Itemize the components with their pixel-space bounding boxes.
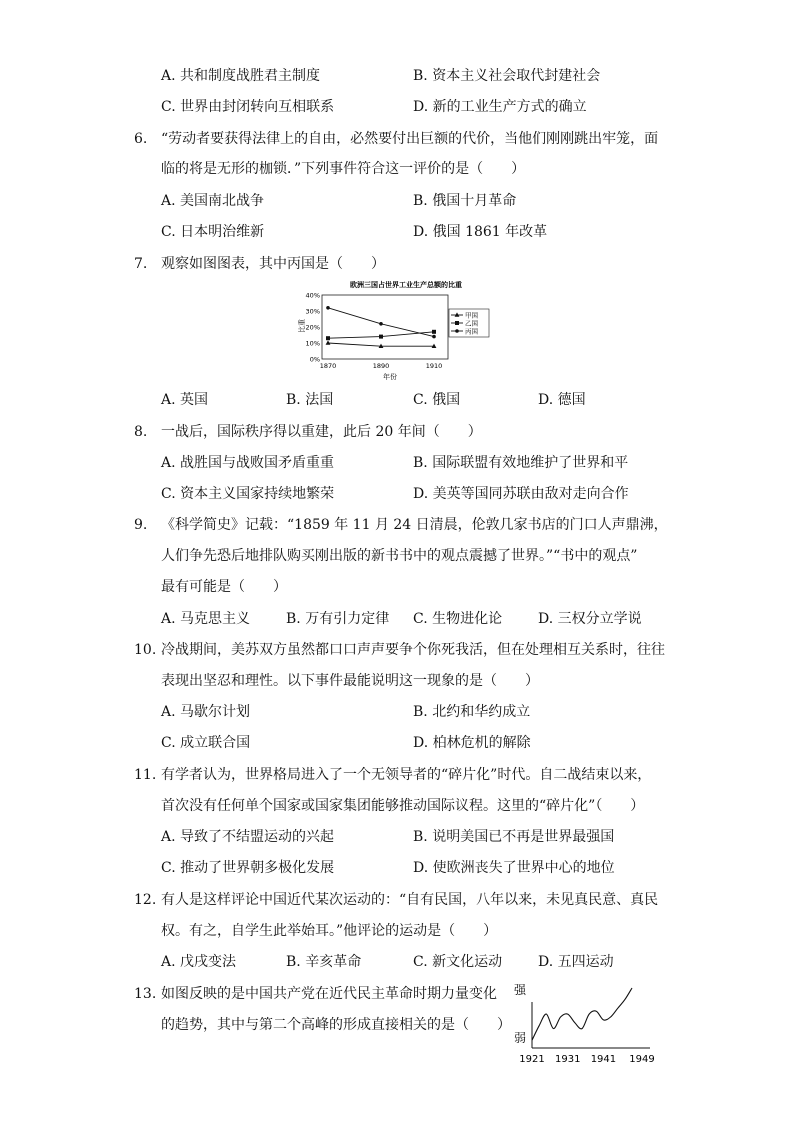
q7-option-a: A. 英国 bbox=[161, 392, 209, 408]
q6-option-d: D. 俄国 1861 年改革 bbox=[413, 224, 548, 240]
chart1-xtick-label: 1910 bbox=[425, 362, 443, 370]
q7-option-c: C. 俄国 bbox=[413, 392, 461, 408]
q5-option-b: B. 资本主义社会取代封建社会 bbox=[413, 68, 601, 84]
q10-stem-line1: 冷战期间，美苏双方虽然都口口声声要争个你死我活，但在处理相互关系时，往往 bbox=[161, 642, 665, 658]
q11-number: 11. bbox=[134, 767, 157, 783]
q11-stem-line1: 有学者认为，世界格局进入了一个无领导者的“碎片化”时代。自二战结束以来， bbox=[161, 767, 652, 783]
q12-option-a: A. 戊戌变法 bbox=[161, 954, 237, 970]
q10-option-b: B. 北约和华约成立 bbox=[413, 704, 531, 720]
q6-stem-line1: “劳动者要获得法律上的自由，必然要付出巨额的代价，当他们刚刚跳出牢笼，面 bbox=[161, 131, 659, 147]
chart1-ytick-label: 40% bbox=[305, 291, 320, 300]
q12-stem-line1: 有人是这样评论中国近代某次运动的：“自有民国，八年以来，未见真民意、真民 bbox=[161, 892, 659, 908]
chart1-title: 欧洲三国占世界工业生产总额的比重 bbox=[350, 281, 462, 289]
chart1-point bbox=[326, 340, 331, 344]
q9-stem-line2: 人们争先恐后地排队购买刚出版的新书书中的观点震撼了世界。”“书中的观点” bbox=[161, 548, 638, 564]
chart1-legend-label: 丙国 bbox=[465, 327, 478, 336]
chart2-xtick-label: 1921 bbox=[519, 1054, 545, 1065]
q13-number: 13. bbox=[134, 986, 157, 1002]
q8-stem: 一战后，国际秩序得以重建，此后 20 年间（ ） bbox=[161, 424, 482, 440]
q9-option-c: C. 生物进化论 bbox=[413, 611, 503, 627]
q9-option-b: B. 万有引力定律 bbox=[286, 611, 390, 627]
q9-number: 9. bbox=[134, 517, 148, 533]
q10-stem-line2: 表现出坚忍和理性。以下事件最能说明这一现象的是（ ） bbox=[161, 673, 539, 689]
q11-option-c: C. 推动了世界朝多极化发展 bbox=[161, 860, 335, 876]
chart2-ylabel-top: 强 bbox=[514, 983, 527, 997]
chart1-point bbox=[455, 329, 459, 333]
chart2-axes bbox=[519, 1002, 654, 1065]
q6-option-b: B. 俄国十月革命 bbox=[413, 193, 517, 209]
q7-number: 7. bbox=[134, 256, 148, 272]
chart1-ytick-label: 30% bbox=[305, 307, 320, 316]
q12-stem-line2: 权。有之，自学生此举始耳。”他评论的运动是（ ） bbox=[161, 923, 498, 939]
q8-option-a: A. 战胜国与战败国矛盾重重 bbox=[161, 455, 335, 471]
chart1-point bbox=[379, 335, 383, 339]
q9-stem-line3: 最有可能是（ ） bbox=[161, 579, 287, 595]
q11-option-d: D. 使欧洲丧失了世界中心的地位 bbox=[413, 860, 615, 876]
q6-option-c: C. 日本明治维新 bbox=[161, 224, 265, 240]
q5-option-c: C. 世界由封闭转向互相联系 bbox=[161, 99, 335, 115]
q6-option-a: A. 美国南北战争 bbox=[161, 193, 265, 209]
q13-stem-line1: 如图反映的是中国共产党在近代民主革命时期力量变化 bbox=[161, 986, 497, 1002]
q12-option-c: C. 新文化运动 bbox=[413, 954, 503, 970]
q13-stem-line2: 的趋势，其中与第二个高峰的形成直接相关的是（ ） bbox=[161, 1017, 511, 1033]
q8-option-d: D. 美英等国同苏联由敌对走向合作 bbox=[413, 486, 629, 502]
chart2-xtick-label: 1941 bbox=[590, 1054, 617, 1065]
chart1-point bbox=[326, 306, 330, 310]
chart1-ytick-label: 0% bbox=[309, 355, 320, 364]
q12-number: 12. bbox=[134, 892, 157, 908]
q6-stem-line2: 临的将是无形的枷锁．”下列事件符合这一评价的是（ ） bbox=[161, 161, 526, 177]
chart1-xtick-label: 1870 bbox=[319, 362, 337, 370]
chart1-ytick-label: 10% bbox=[305, 339, 320, 348]
q10-option-c: C. 成立联合国 bbox=[161, 735, 251, 751]
q9-stem-line1: 《科学简史》记载：“1859 年 11 月 24 日清晨，伦敦几家书店的门口人声鼎沸， bbox=[161, 517, 668, 533]
chart1-axes bbox=[306, 291, 448, 370]
chart1-point bbox=[379, 322, 383, 326]
q11-option-a: A. 导致了不结盟运动的兴起 bbox=[161, 829, 335, 845]
chart2-strength-line bbox=[532, 988, 632, 1040]
chart2-ylabel-bottom: 弱 bbox=[514, 1031, 527, 1045]
q10-option-a: A. 马歇尔计划 bbox=[161, 704, 251, 720]
chart2-xtick-label: 1949 bbox=[629, 1054, 655, 1065]
q11-stem-line2: 首次没有任何单个国家或国家集团能够推动国际议程。这里的“碎片化”（ ） bbox=[161, 798, 645, 814]
chart2-xtick-label: 1931 bbox=[554, 1054, 581, 1065]
q8-number: 8. bbox=[134, 424, 148, 440]
q7-stem: 观察如图图表，其中丙国是（ ） bbox=[161, 256, 385, 272]
q12-option-b: B. 辛亥革命 bbox=[286, 954, 362, 970]
chart2-curve bbox=[532, 988, 632, 1040]
q5-option-a: A. 共和制度战胜君主制度 bbox=[161, 68, 321, 84]
chart1-legend-label: 甲国 bbox=[465, 311, 478, 320]
chart1-point bbox=[432, 330, 436, 334]
q9-option-d: D. 三权分立学说 bbox=[538, 611, 642, 627]
chart1-xtick-label: 1890 bbox=[372, 362, 390, 370]
chart1-point bbox=[326, 336, 330, 340]
q12-option-d: D. 五四运动 bbox=[538, 954, 614, 970]
chart1-legend bbox=[449, 309, 489, 337]
q11-option-b: B. 说明美国已不再是世界最强国 bbox=[413, 829, 615, 845]
chart1-point bbox=[455, 321, 459, 325]
q10-number: 10. bbox=[134, 642, 157, 658]
chart1-ytick-label: 20% bbox=[305, 323, 320, 332]
q5-option-d: D. 新的工业生产方式的确立 bbox=[413, 99, 587, 115]
chart1-series bbox=[326, 306, 437, 348]
q8-option-b: B. 国际联盟有效地维护了世界和平 bbox=[413, 455, 629, 471]
q6-number: 6. bbox=[134, 131, 148, 147]
chart1-point bbox=[432, 335, 436, 339]
q7-option-b: B. 法国 bbox=[286, 392, 334, 408]
cpc-strength-chart bbox=[510, 980, 660, 1066]
chart1-ylabel: 比重 bbox=[298, 319, 306, 333]
q7-option-d: D. 德国 bbox=[538, 392, 586, 408]
q10-option-d: D. 柏林危机的解除 bbox=[413, 735, 531, 751]
q9-option-a: A. 马克思主义 bbox=[161, 611, 251, 627]
q8-option-c: C. 资本主义国家持续地繁荣 bbox=[161, 486, 335, 502]
chart1-legend-label: 乙国 bbox=[465, 319, 478, 328]
chart1-plot-frame bbox=[322, 295, 448, 359]
industry-share-chart bbox=[298, 278, 508, 382]
chart1-xlabel: 年份 bbox=[383, 373, 397, 381]
